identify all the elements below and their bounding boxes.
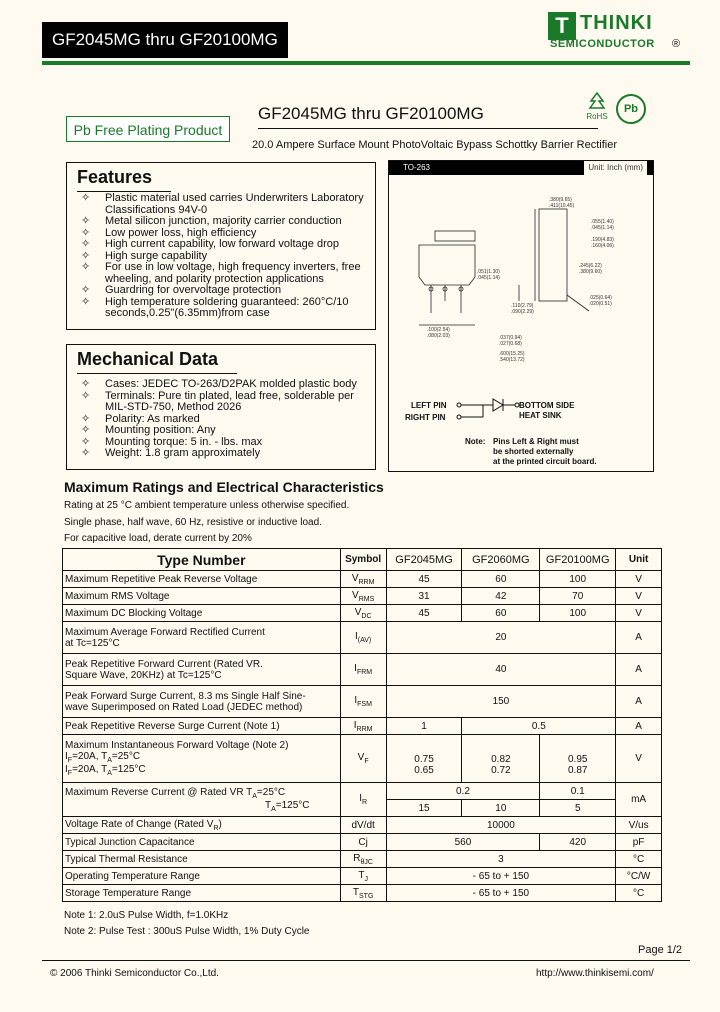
- bottom-side-label: BOTTOM SIDE: [519, 401, 575, 410]
- features-title: Features: [77, 167, 153, 187]
- list-item: ✧ Mounting torque: 5 in. - lbs. max: [81, 435, 263, 448]
- list-item: ✧ High temperature soldering guaranteed: 260°C/10 seconds,0.25"(6.35mm)from case: [81, 295, 349, 319]
- ratings-line-2: Single phase, half wave, 60 Hz, resistive or inductive load.: [64, 517, 322, 528]
- table-row: Typical Junction Capacitance Cj 560 420 pF: [63, 834, 662, 851]
- pb-label: Pb: [623, 103, 639, 115]
- bullet-icon: ✧: [81, 238, 91, 250]
- bullet-icon: ✧: [81, 424, 91, 436]
- bullet-icon: ✧: [81, 226, 91, 239]
- pb-free-icon: [616, 94, 646, 124]
- registered-mark: ®: [672, 38, 681, 50]
- left-pin-label: LEFT PIN: [411, 401, 447, 410]
- footer-rule: [42, 960, 690, 961]
- package-name: TO-263: [403, 163, 430, 172]
- rohs-label: RoHS: [586, 112, 608, 121]
- note-2: Note 2: Pulse Test : 300uS Pulse Width, 1% Duty Cycle: [64, 926, 310, 937]
- mechanical-title-rule: [77, 373, 237, 374]
- list-item: ✧ Metal silicon junction, majority carrier conduction: [81, 215, 342, 227]
- list-item: ✧ High surge capability: [81, 249, 208, 262]
- package-dims: .380(9.65) .411(10.45) .055(1.40) .045(1.14) .190(4.83) .160(4.06) .245(6.22) .380(9.60) .051(1.30) .045(1.14) .025(0.64) .020(0.51) .110(2.79) .090(2.29) .100(2.54) .080(2.03) .037(0.94) .027(0.68) .600(15.25) .540(13.72): [427, 197, 614, 363]
- bullet-icon: ✧: [81, 249, 91, 262]
- bullet-icon: ✧: [81, 284, 91, 296]
- list-item: ✧ Mounting position: Any: [81, 424, 216, 436]
- package-unit: Unit: Inch (mm): [584, 161, 647, 175]
- list-item: ✧ High current capability, low forward voltage drop: [81, 238, 339, 250]
- rohs-icon: [580, 92, 614, 122]
- table-row: Maximum RMS Voltage $V_{RMS}$ 31 42 70 V: [63, 588, 662, 605]
- package-drawing: [388, 160, 654, 472]
- table-row: 15 10 5: [63, 800, 662, 817]
- ratings-line-1: Rating at 25 °C ambient temperature unless otherwise specified.: [64, 500, 350, 511]
- table-row: Peak Forward Surge Current, 8.3 ms Single Half Sine- wave Superimposed on Rated Load (JEDEC method) $I_{FSM}$ 150 A: [63, 686, 662, 718]
- bullet-icon: ✧: [81, 412, 91, 425]
- table-row: Maximum Repetitive Peak Reverse Voltage $V_{RRM}$ 45 60 100 V: [63, 571, 662, 588]
- table-row: Maximum Instantaneous Forward Voltage (Note 2) $I_F=20A$, $T_A=25^\circ C$ $I_F=20A$, $T_A=125^\circ C$ $V_F$ 0.75 0.65 0.82 0.72 0.95 0.87 V: [63, 735, 662, 783]
- right-pin-label: RIGHT PIN: [405, 413, 446, 422]
- table-row: Voltage Rate of Change (Rated $V_R$) dV/dt 10000 V/us: [63, 817, 662, 834]
- mechanical-title: Mechanical Data: [77, 349, 219, 369]
- footer-url[interactable]: http://www.thinkisemi.com/: [536, 968, 654, 979]
- brand-logo: [548, 12, 690, 50]
- pb-free-badge: Pb Free Plating Product: [66, 116, 230, 142]
- header-doc-title: GF2045MG thru GF20100MG: [52, 30, 278, 49]
- heat-sink-label: HEAT SINK: [519, 411, 562, 420]
- list-item: ✧ Polarity: As marked: [81, 412, 200, 425]
- table-row: Maximum Average Forward Rectified Current at Tc=125°C $I_{(AV)}$ 20 A: [63, 622, 662, 654]
- list-item: ✧ Weight: 1.8 gram approximately: [81, 447, 261, 459]
- table-row: Maximum DC Blocking Voltage $V_{DC}$ 45 60 100 V: [63, 605, 662, 622]
- page-number: Page 1/2: [638, 944, 683, 956]
- bullet-icon: ✧: [81, 215, 91, 227]
- list-item: ✧ For use in low voltage, high frequency inverters, free wheeling, and polarity protection applications: [81, 261, 361, 285]
- bullet-icon: ✧: [81, 447, 91, 459]
- bullet-icon: ✧: [81, 435, 91, 448]
- package-note: Pins Left & Right must be shorted externally at the printed circuit board.: [493, 437, 597, 466]
- bullet-icon: ✧: [81, 295, 91, 308]
- page-title: GF2045MG thru GF20100MG: [258, 104, 484, 123]
- list-item: ✧ Terminals: Pure tin plated, lead free, solderable per MIL-STD-750, Method 2026: [81, 389, 354, 413]
- logo-mark-icon: T: [548, 12, 576, 40]
- ratings-line-3: For capacitive load, derate current by 20%: [64, 533, 252, 544]
- list-item: ✧ Low power loss, high efficiency: [81, 226, 257, 239]
- list-item: ✧ Plastic material used carries Underwriters Laboratory Classifications 94V-0: [81, 192, 364, 216]
- title-rule: [258, 128, 598, 129]
- mechanical-box: [66, 344, 376, 470]
- bullet-icon: ✧: [81, 389, 91, 402]
- table-row: Typical Thermal Resistance $R_{\theta JC}$ 3 °C: [63, 851, 662, 868]
- logo-sub: SEMICONDUCTOR: [550, 38, 655, 50]
- list-item: ✧ Cases: JEDEC TO-263/D2PAK molded plastic body: [81, 378, 357, 390]
- features-list: [81, 193, 371, 320]
- table-row: Operating Temperature Range $T_J$ - 65 to + 150 °C/W: [63, 868, 662, 885]
- table-header-row: Type Number Symbol GF2045MG GF2060MG GF20100MG Unit: [63, 549, 662, 571]
- bullet-icon: ✧: [81, 192, 91, 204]
- header-rule: [42, 61, 690, 65]
- page-subtitle: 20.0 Ampere Surface Mount PhotoVoltaic Bypass Schottky Barrier Rectifier: [252, 139, 618, 151]
- table-row: Maximum Reverse Current @ Rated VR $T_A=25^\circ C$ $T_A=125^\circ C$ $I_R$ 0.2 0.1 mA: [63, 783, 662, 800]
- list-item: ✧ Guardring for overvoltage protection: [81, 284, 282, 296]
- bullet-icon: ✧: [81, 261, 91, 273]
- mechanical-list: [81, 379, 371, 460]
- table-row: Peak Repetitive Forward Current (Rated VR. Square Wave, 20KHz) at Tc=125°C $I_{FRM}$ 40 A: [63, 654, 662, 686]
- package-header: [389, 161, 653, 175]
- table-row: Storage Temperature Range $T_{STG}$ - 65 to + 150 °C: [63, 885, 662, 902]
- footer-copyright: © 2006 Thinki Semiconductor Co.,Ltd.: [50, 968, 219, 979]
- note-1: Note 1: 2.0uS Pulse Width, f=1.0KHz: [64, 910, 229, 921]
- bullet-icon: ✧: [81, 378, 91, 390]
- features-box: [66, 162, 376, 330]
- ratings-title: Maximum Ratings and Electrical Characteristics: [64, 479, 384, 495]
- package-note-label: Note:: [465, 437, 486, 446]
- ratings-table: [62, 548, 662, 902]
- table-row: Peak Repetitive Reverse Surge Current (Note 1) $I_{RRM}$ 1 0.5 A: [63, 718, 662, 735]
- header-title-box: [42, 22, 288, 58]
- logo-name: THINKI: [580, 12, 653, 34]
